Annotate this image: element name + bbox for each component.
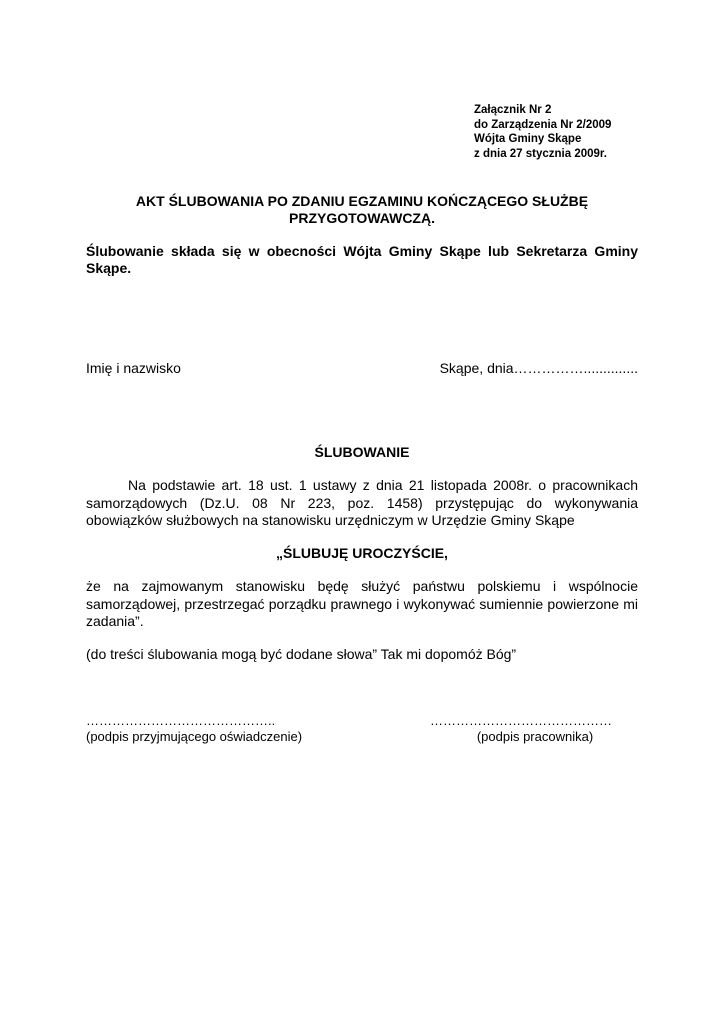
signature-caption: (podpis przyjmującego oświadczenie) (86, 729, 303, 744)
solemn-pledge: „ŚLUBUJĘ UROCZYŚCIE, (276, 545, 448, 561)
signature-caption: (podpis pracownika) (476, 729, 594, 744)
annex-line-2: do Zarządzenia Nr 2/2009 (474, 118, 612, 131)
intro-text: Ślubowanie składa się w obecności Wójta Gminy Skąpe lub Sekretarza Gminy Skąpe. (86, 243, 638, 276)
document-title: AKT ŚLUBOWANIA PO ZDANIU EGZAMINU KOŃCZĄCEGO SŁUŻBĘ PRZYGOTOWAWCZĄ. (135, 193, 589, 226)
signature-employee (430, 713, 640, 745)
annex-line-3: Wójta Gminy Skąpe (474, 133, 582, 145)
signature-receiver (86, 713, 336, 745)
place-date: Skąpe, dnia…………….............. (439, 360, 638, 376)
oath-heading: ŚLUBOWANIE (314, 444, 410, 460)
name-label: Imię i nazwisko (86, 360, 181, 376)
signature-line: …………………………………… (430, 713, 612, 728)
signature-line: …………………………………….. (86, 713, 276, 728)
annex-line-1: Załącznik Nr 2 (474, 104, 552, 116)
optional-words-note: (do treści ślubowania mogą być dodane słowa” Tak mi dopomóż Bóg” (86, 646, 517, 662)
annex-header (474, 103, 611, 161)
oath-paragraph: że na zajmowanym stanowisku będę służyć państwu polskiemu i wspólnocie samorządowej, przestrzegać porządku prawnego i wykonywać sumiennie powierzone mi zadania”. (86, 578, 638, 629)
legal-basis-paragraph: Na podstawie art. 18 ust. 1 ustawy z dnia 21 listopada 2008r. o pracownikach samorządowych (Dz.U. 08 Nr 223, poz. 1458) przystępując do wykonywania obowiązków służbowych na stanowisku urzędniczym w Urzędzie Gminy Skąpe (86, 477, 638, 528)
annex-line-4: z dnia 27 stycznia 2009r. (474, 147, 607, 160)
